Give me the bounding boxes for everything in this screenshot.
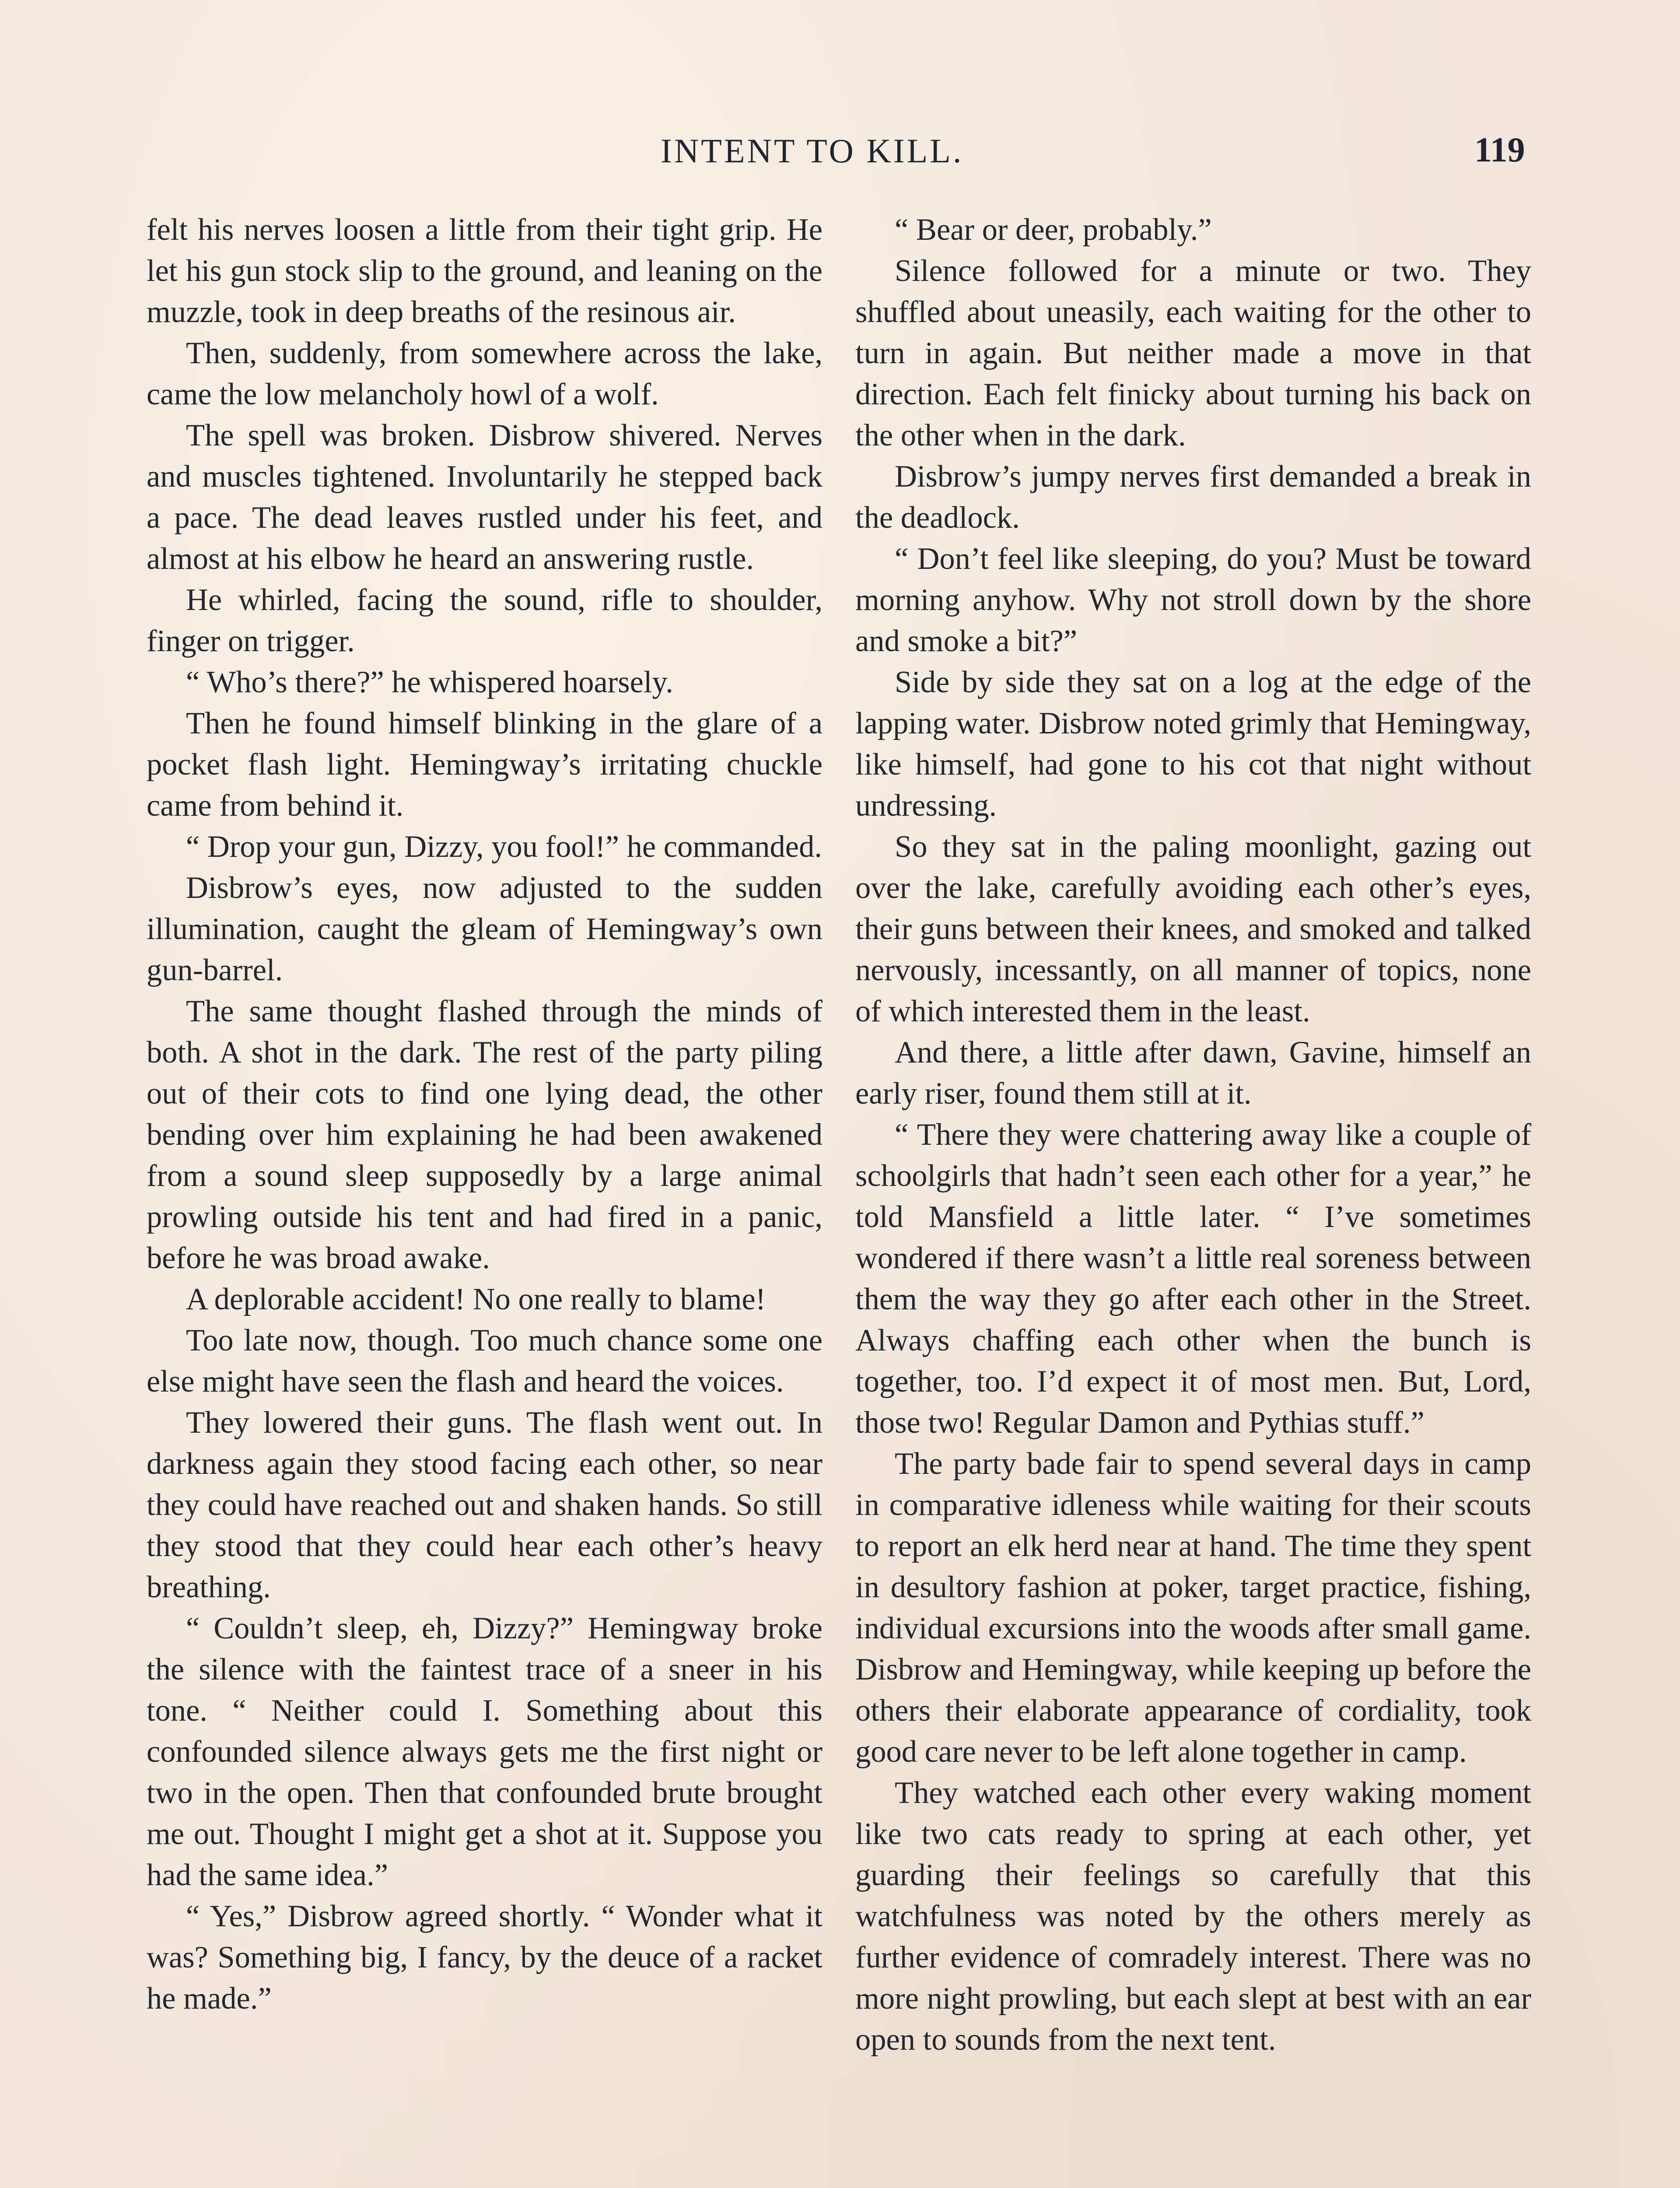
page-number: 119 (1474, 131, 1525, 169)
paragraph: “ Yes,” Disbrow agreed shortly. “ Wonder what it was? Something big, I fancy, by the deuce of a racket he made.” (147, 1899, 822, 2016)
paragraph: They lowered their guns. The flash went out. In darkness again they stood facing each other, so near they could have reached out and shaken hands. So still they stood that they could hear each other’s heavy breathing. (147, 1406, 822, 1604)
right-column (855, 209, 1531, 2060)
paragraph: Then, suddenly, from somewhere across the lake, came the low melancholy howl of a wolf. (147, 336, 822, 411)
paragraph: The same thought flashed through the minds of both. A shot in the dark. The rest of the party piling out of their cots to find one lying dead, the other bending over him explaining he had been awakened from a sound sleep supposedly by a large animal prowling outside his tent and had fired in a panic, before he was broad awake. (147, 994, 822, 1275)
paragraph: Then he found himself blinking in the glare of a pocket flash light. Hemingway’s irritating chuckle came from behind it. (147, 706, 822, 823)
paragraph: “ Who’s there?” he whispered hoarsely. (186, 665, 673, 699)
paragraph: A deplorable accident! No one really to blame! (186, 1282, 766, 1316)
paragraph: The spell was broken. Disbrow shivered. Nerves and muscles tightened. Involuntarily he stepped back a pace. The dead leaves rustled under his feet, and almost at his elbow he heard an answering rustle. (147, 418, 822, 576)
paragraph: Disbrow’s jumpy nerves first demanded a break in the deadlock. (855, 459, 1531, 535)
paragraph: So they sat in the paling moonlight, gazing out over the lake, carefully avoiding each other’s eyes, their guns between their knees, and smoked and talked nervously, incessantly, on all manner of topics, none of which interested them in the least. (855, 830, 1531, 1028)
paragraph: “ Don’t feel like sleeping, do you? Must be toward morning anyhow. Why not stroll down by the shore and smoke a bit?” (855, 542, 1531, 658)
paragraph: He whirled, facing the sound, rifle to shoulder, finger on trigger. (147, 583, 822, 658)
paragraph: Disbrow’s eyes, now adjusted to the sudden illumination, caught the gleam of Hemingway’s own gun-barrel. (147, 871, 822, 987)
paragraph: Too late now, though. Too much chance some one else might have seen the flash and heard the voices. (147, 1323, 822, 1399)
paragraph: They watched each other every waking moment like two cats ready to spring at each other, yet guarding their feelings so carefully that this watchfulness was noted by the others merely as further evidence of comradely interest. There was no more night prowling, but each slept at best with an ear open to sounds from the next tent. (855, 1776, 1531, 2057)
paragraph: “ Couldn’t sleep, eh, Dizzy?” Hemingway broke the silence with the faintest trace of a sneer in his tone. “ Neither could I. Something about this confounded silence always gets me the first night or two in the open. Then that confounded brute brought me out. Thought I might get a shot at it. Suppose you had the same idea.” (147, 1611, 822, 1892)
paragraph: “ There they were chattering away like a couple of schoolgirls that hadn’t seen each other for a year,” he told Mansfield a little later. “ I’ve sometimes wondered if there wasn’t a little real soreness between them the way they go after each other in the Street. Always chaffing each other when the bunch is together, too. I’d expect it of most men. But, Lord, those two! Regular Damon and Pythias stuff.” (855, 1118, 1531, 1440)
paragraph: Side by side they sat on a log at the edge of the lapping water. Disbrow noted grimly that Hemingway, like himself, had gone to his cot that night without undressing. (855, 665, 1531, 823)
running-head: INTENT TO KILL. (661, 132, 964, 170)
paragraph: felt his nerves loosen a little from their tight grip. He let his gun stock slip to the ground, and leaning on the muzzle, took in deep breaths of the resinous air. (147, 213, 822, 329)
left-column (147, 209, 822, 2019)
paragraph: The party bade fair to spend several days in camp in comparative idleness while waiting for their scouts to report an elk herd near at hand. The time they spent in desultory fashion at poker, target practice, fishing, individual excursions into the woods after small game. Disbrow and Hemingway, while keeping up before the others their elaborate appearance of cordiality, took good care never to be left alone together in camp. (855, 1447, 1531, 1769)
paragraph: And there, a little after dawn, Gavine, himself an early riser, found them still at it. (855, 1035, 1531, 1111)
paragraph: Silence followed for a minute or two. They shuffled about uneasily, each waiting for the other to turn in again. But neither made a move in that direction. Each felt finicky about turning his back on the other when in the dark. (855, 254, 1531, 452)
paragraph: “ Drop your gun, Dizzy, you fool!” he commanded. (186, 830, 822, 864)
paragraph: “ Bear or deer, probably.” (895, 213, 1212, 247)
